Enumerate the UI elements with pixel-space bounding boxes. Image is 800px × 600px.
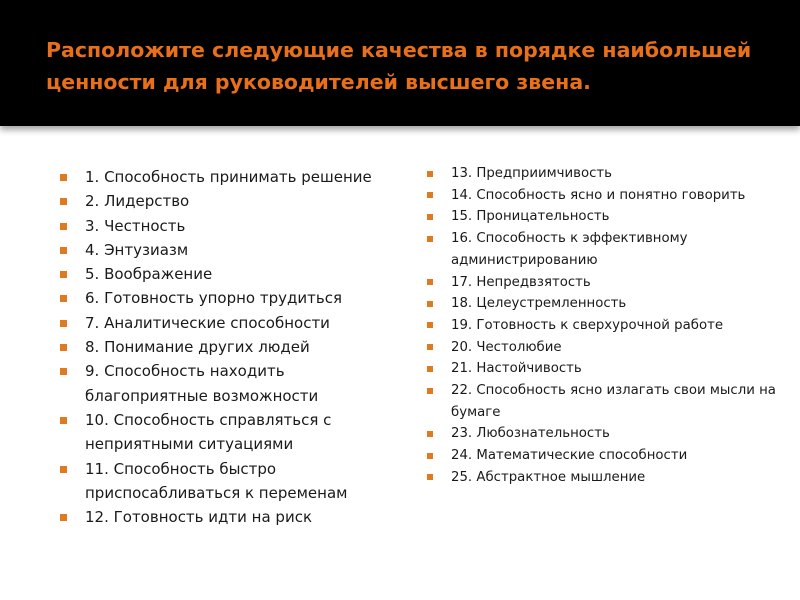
list-item bbox=[427, 445, 787, 467]
bullet-icon bbox=[60, 417, 67, 424]
bullet-icon bbox=[60, 514, 67, 521]
list-item-text: 5. Воображение bbox=[85, 265, 213, 284]
right-list bbox=[427, 163, 787, 489]
bullet-icon bbox=[427, 431, 433, 437]
list-item bbox=[427, 272, 787, 294]
list-item-text: 15. Проницательность bbox=[451, 209, 610, 225]
bullet-icon bbox=[427, 192, 433, 198]
list-item-text: 22. Способность ясно излагать свои мысли на бумаге bbox=[451, 383, 776, 420]
bullet-icon bbox=[60, 295, 67, 302]
bullet-icon bbox=[427, 474, 433, 480]
bullet-icon bbox=[60, 466, 67, 473]
bullet-icon bbox=[427, 171, 433, 177]
bullet-icon bbox=[427, 301, 433, 307]
list-item-text: 20. Честолюбие bbox=[451, 339, 562, 355]
list-item-text: 18. Целеустремленность bbox=[451, 296, 627, 312]
list-item-text: 14. Способность ясно и понятно говорить bbox=[451, 187, 746, 203]
list-item bbox=[60, 457, 390, 506]
bullet-icon bbox=[427, 279, 433, 285]
list-item bbox=[60, 262, 390, 286]
bullet-icon bbox=[427, 322, 433, 328]
list-item-text: 12. Готовность идти на риск bbox=[85, 508, 312, 527]
list-item bbox=[427, 228, 787, 271]
list-item bbox=[427, 185, 787, 207]
bullet-icon bbox=[60, 223, 67, 230]
list-item-text: 19. Готовность к сверхурочной работе bbox=[451, 317, 724, 333]
list-item bbox=[60, 286, 390, 310]
list-item-text: 1. Способность принимать решение bbox=[85, 168, 372, 186]
bullet-icon bbox=[60, 320, 67, 327]
list-item bbox=[60, 238, 390, 262]
list-item-text: 8. Понимание других людей bbox=[85, 338, 310, 357]
list-item-text: 7. Аналитические способности bbox=[85, 313, 330, 332]
list-item bbox=[427, 358, 787, 380]
list-item-text: 10. Способность справляться с неприятными ситуациями bbox=[85, 410, 332, 454]
list-item bbox=[60, 214, 390, 238]
list-item bbox=[60, 335, 390, 359]
bullet-icon bbox=[427, 344, 433, 350]
bullet-icon bbox=[60, 174, 67, 181]
bullet-icon bbox=[60, 368, 67, 375]
bullet-icon bbox=[60, 271, 67, 278]
left-list bbox=[60, 165, 390, 529]
bullet-icon bbox=[427, 453, 433, 459]
list-item-text: 11. Способность быстро приспосабливаться к переменам bbox=[85, 459, 348, 502]
bullet-icon bbox=[427, 388, 433, 394]
list-item bbox=[427, 337, 787, 359]
bullet-icon bbox=[60, 247, 67, 254]
list-item-text: 9. Способность находить благоприятные возможности bbox=[85, 362, 319, 405]
list-item bbox=[427, 467, 787, 489]
list-item bbox=[427, 315, 787, 337]
bullet-icon bbox=[60, 344, 67, 351]
list-item-text: 6. Готовность упорно трудиться bbox=[85, 289, 342, 308]
list-item bbox=[427, 380, 787, 423]
list-item bbox=[60, 311, 390, 335]
bullet-icon bbox=[427, 236, 433, 242]
list-item-text: 24. Математические способности bbox=[451, 448, 688, 464]
list-item-text: 4. Энтузиазм bbox=[85, 240, 189, 259]
list-item-text: 25. Абстрактное мышление bbox=[451, 469, 646, 485]
title-band bbox=[0, 0, 800, 126]
list-item-text: 21. Настойчивость bbox=[451, 361, 582, 377]
bullet-icon bbox=[427, 214, 433, 220]
list-item-text: 2. Лидерство bbox=[85, 192, 190, 211]
list-item bbox=[60, 165, 390, 189]
list-item bbox=[427, 163, 787, 185]
list-item bbox=[60, 408, 390, 457]
slide-title: Расположите следующие качества в порядке наибольшей ценности для руководителей высшего звена. bbox=[46, 38, 752, 94]
list-item-text: 16. Способность к эффективному администрированию bbox=[451, 231, 688, 268]
list-item-text: 17. Непредвзятость bbox=[451, 274, 591, 290]
bullet-icon bbox=[427, 366, 433, 372]
list-item bbox=[427, 206, 787, 228]
list-item-text: 3. Честность bbox=[85, 216, 186, 235]
list-item bbox=[60, 359, 390, 408]
list-item-text: 13. Предприимчивость bbox=[451, 166, 612, 181]
list-item bbox=[427, 293, 787, 315]
bullet-icon bbox=[60, 198, 67, 205]
list-item-text: 23. Любознательность bbox=[451, 426, 610, 442]
list-item bbox=[60, 189, 390, 213]
list-item bbox=[60, 505, 390, 529]
list-item bbox=[427, 423, 787, 445]
